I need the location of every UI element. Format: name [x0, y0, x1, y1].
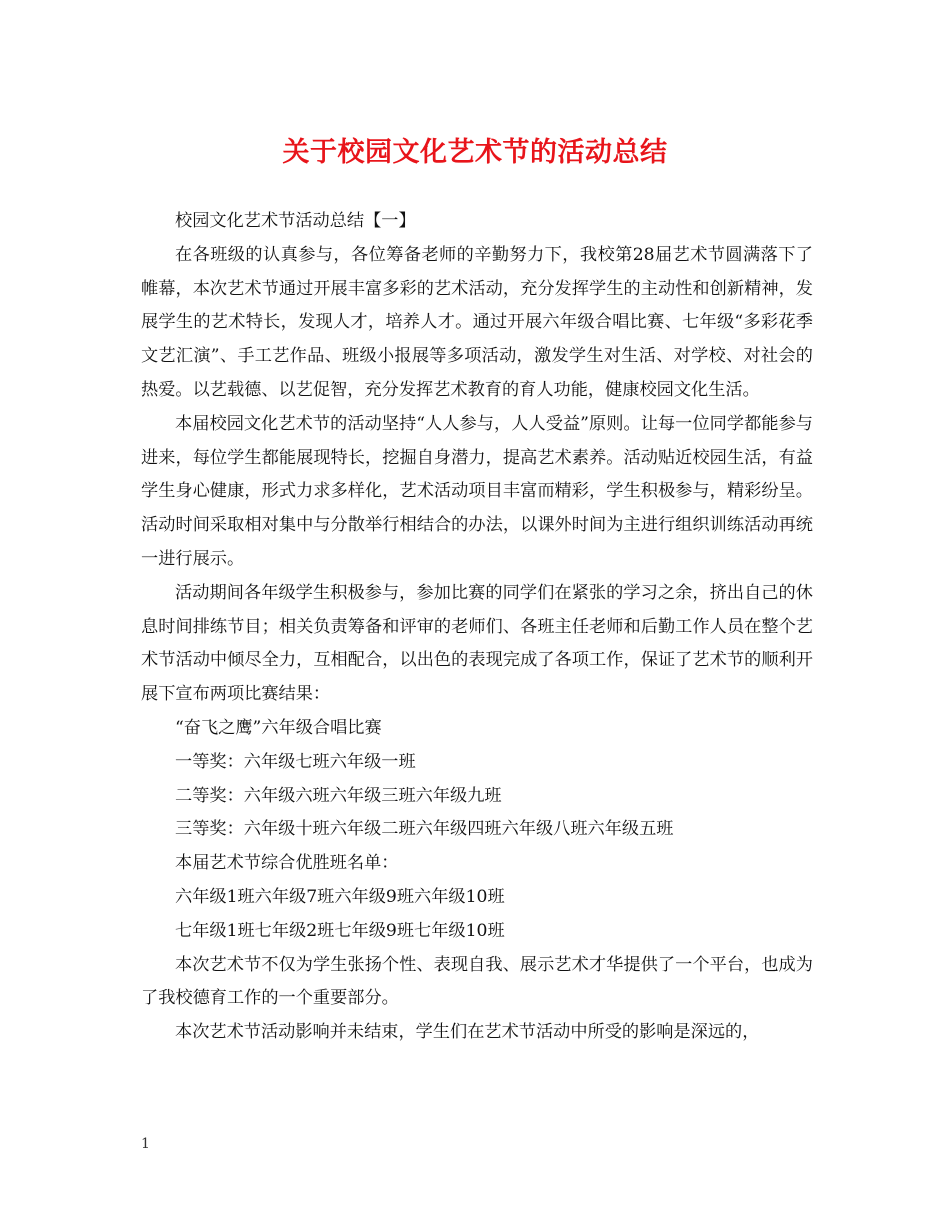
- winners-grade-7: 七年级1班七年级2班七年级9班七年级10班: [175, 920, 505, 941]
- page-number: 1: [141, 1136, 150, 1152]
- paragraph: 在各班级的认真参与，各位筹备老师的辛勤努力下，我校第28届艺术节圆满落下了帷幕，本次艺术节通过开展丰富多彩的艺术活动，充分发挥学生的主动性和创新精神，发展学生的艺术特长，发现人才，培养人才。通过开展六年级合唱比赛、七年级“多彩花季文艺汇演”、手工艺作品、班级小报展等多项活动，激发学生对生活、对学校、对社会的热爱。以艺载德、以艺促智，充分发挥艺术教育的育人功能，健康校园文化生活。: [141, 244, 813, 400]
- paragraph: 本次艺术节活动影响并未结束，学生们在艺术节活动中所受的影响是深远的，: [175, 1022, 760, 1043]
- document-body: [141, 205, 813, 1050]
- winners-heading: 本届艺术节综合优胜班名单：: [175, 853, 399, 874]
- third-prize: 三等奖：六年级十班六年级二班六年级四班六年级八班六年级五班: [175, 819, 674, 840]
- competition-name: “奋飞之鹰”六年级合唱比赛: [175, 717, 382, 738]
- paragraph: 活动期间各年级学生积极参与，参加比赛的同学们在紧张的学习之余，挤出自己的休息时间排练节目；相关负责筹备和评审的老师们、各班主任老师和后勤工作人员在整个艺术节活动中倾尽全力，互相配合，以出色的表现完成了各项工作，保证了艺术节的顺利开展下宣布两项比赛结果：: [141, 582, 813, 705]
- document-title: 关于校园文化艺术节的活动总结: [282, 137, 668, 168]
- paragraph: 本次艺术节不仅为学生张扬个性、表现自我、展示艺术才华提供了一个平台，也成为了我校德育工作的一个重要部分。: [141, 954, 813, 1009]
- paragraph: 本届校园文化艺术节的活动坚持“人人参与，人人受益”原则。让每一位同学都能参与进来，每位学生都能展现特长，挖掘自身潜力，提高艺术素养。活动贴近校园生活，有益学生身心健康，形式力求多样化，艺术活动项目丰富而精彩，学生积极参与，精彩纷呈。活动时间采取相对集中与分散举行相结合的办法，以课外时间为主进行组织训练活动再统一进行展示。: [141, 413, 813, 569]
- section-heading: 校园文化艺术节活动总结【一】: [175, 211, 416, 231]
- winners-grade-6: 六年级1班六年级7班六年级9班六年级10班: [175, 886, 505, 907]
- second-prize: 二等奖：六年级六班六年级三班六年级九班: [175, 785, 502, 806]
- first-prize: 一等奖：六年级七班六年级一班: [175, 751, 416, 772]
